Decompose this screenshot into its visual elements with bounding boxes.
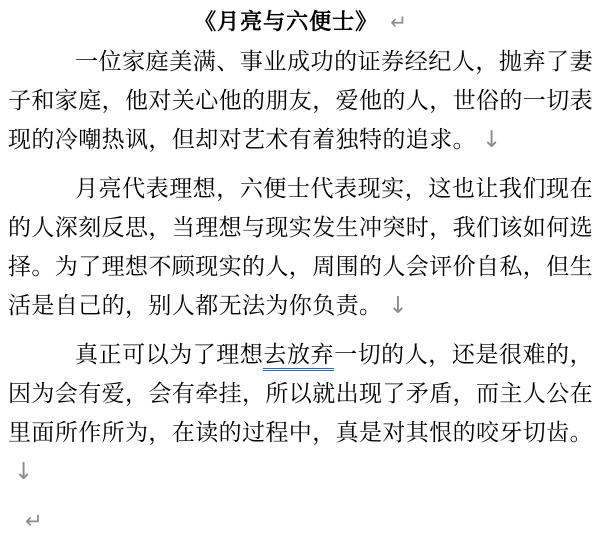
line-break-mark-icon: ↓ [388, 293, 408, 319]
line-break-mark-icon: ↓ [482, 127, 502, 153]
paragraph-2-text: 月亮代表理想，六便士代表现实，这也让我们现在的人深刻反思，当理想与现实发生冲突时，我们该如何选择。为了理想不顾现实的人，周围的人会评价自私，但生活是自己的，别人都无法为你负责。 [8, 175, 593, 318]
paragraph-1-text: 一位家庭美满、事业成功的证券经纪人，抛弃了妻子和家庭，他对关心他的朋友，爱他的人，世俗的一切表现的冷嘲热讽，但却对艺术有着独特的追求。 [8, 48, 593, 152]
paragraph-2[interactable] [8, 169, 593, 326]
paragraph-mark-icon: ↵ [390, 10, 407, 34]
paragraph-3-text-before: 真正可以为了理想 [75, 341, 264, 367]
empty-paragraph[interactable] [8, 501, 593, 541]
paragraph-1[interactable] [8, 42, 593, 160]
grammar-underlined-text: 去放弃 [263, 341, 334, 371]
paragraph-3-text-after: 一切的人，还是很难的，因为会有爱，会有牵挂，所以就出现了矛盾，而主人公在里面所作所为，在读的过程中，真是对其恨的咬牙切齿。 [8, 341, 593, 445]
title-text: 《月亮与六便士》 [194, 9, 379, 34]
paragraph-3[interactable] [8, 335, 593, 492]
line-break-mark-icon: ↓ [14, 459, 34, 485]
document-title [8, 2, 593, 42]
paragraph-mark-icon: ↵ [25, 509, 43, 533]
